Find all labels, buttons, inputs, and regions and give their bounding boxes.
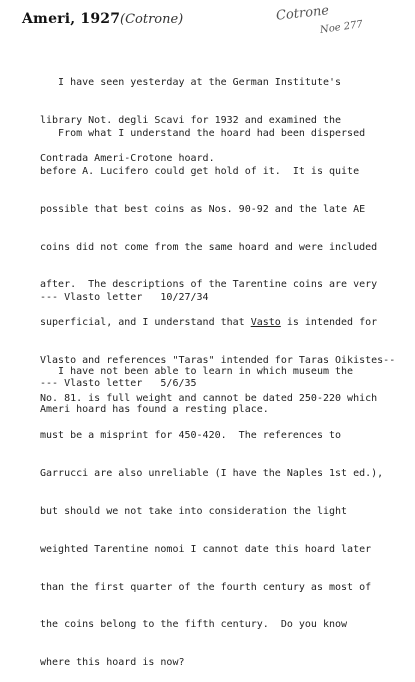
handwritten-parenthetical: (Cotrone) bbox=[120, 12, 184, 27]
text-line: coins did not come from the same hoard and were included bbox=[40, 241, 378, 253]
text-line: but should we not take into consideration the light bbox=[40, 506, 348, 517]
text-line: before A. Lucifero could get hold of it. It is quite bbox=[40, 165, 360, 177]
text-line: than the first quarter of the fourth century as most of bbox=[40, 581, 372, 593]
handwritten-place: Cotrone bbox=[275, 3, 330, 24]
text-line: after. The descriptions of the Tarentine coins are very bbox=[40, 279, 378, 291]
text-line: I have not been able to learn in which museum the bbox=[40, 366, 354, 378]
handwritten-title: Ameri, 1927 bbox=[22, 11, 121, 27]
text-line: weighted Tarentine nomoi I cannot date this hoard later bbox=[40, 543, 372, 555]
text-line: Vlasto and references "Taras" intended for Taras Oikistes-- bbox=[40, 354, 396, 366]
text-line: No. 81. is full weight and cannot be dated 250-220 which bbox=[40, 392, 378, 404]
underlined-word: Vasto bbox=[250, 317, 281, 329]
text-line: library Not. degli Scavi for 1932 and examined the bbox=[40, 114, 342, 126]
text-line: where this hoard is now? bbox=[40, 657, 185, 669]
letter1-signature: --- Vlasto letter 10/27/34 bbox=[40, 292, 209, 303]
letter2-signature: --- Vlasto letter 5/6/35 bbox=[40, 378, 197, 389]
text-line: the coins belong to the fifth century. Do you know bbox=[40, 619, 348, 631]
text-line: Ameri hoard has found a resting place. bbox=[40, 403, 269, 415]
text-line: I have seen yesterday at the German Institute's bbox=[40, 77, 342, 89]
text-line: Garrucci are also unreliable (I have the Naples 1st ed.), bbox=[40, 468, 384, 480]
text-line: possible that best coins as Nos. 90-92 and the late AE bbox=[40, 203, 366, 215]
text-segment: superficial, and I understand that bbox=[40, 317, 251, 329]
text-line: Contrada Ameri-Crotone hoard. bbox=[40, 152, 215, 164]
text-line-with-underline bbox=[40, 317, 410, 330]
handwritten-reference: Noe 277 bbox=[319, 19, 364, 36]
text-line: From what I understand the hoard had been dispersed bbox=[40, 128, 366, 140]
text-segment: is intended for bbox=[280, 317, 378, 329]
text-line: must be a misprint for 450-420. The references to bbox=[40, 430, 342, 442]
